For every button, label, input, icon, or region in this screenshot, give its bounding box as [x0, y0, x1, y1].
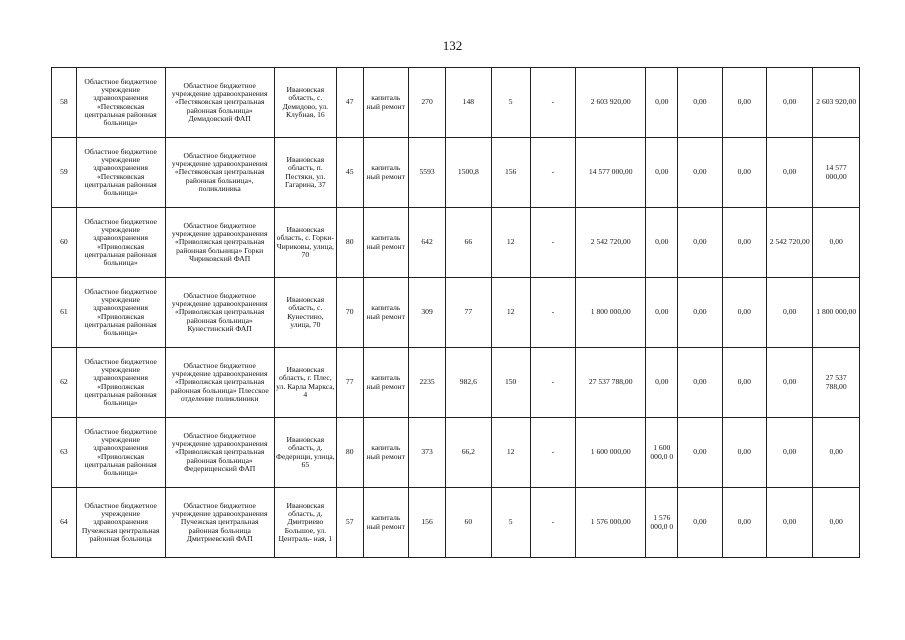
facility-cell: Областное бюджетное учреждение здравоохранения Пучежская центральная районная больница Дмитриевский ФАП [165, 488, 274, 558]
row-number-cell: 59 [52, 138, 77, 208]
col7-cell: 5593 [409, 138, 446, 208]
work-type-cell: капиталь ный ремонт [363, 418, 408, 488]
col8-cell: 66 [446, 208, 491, 278]
col9-cell: 150 [491, 348, 530, 418]
col9-cell: 156 [491, 138, 530, 208]
col12-cell: 1 576 000,0 0 [646, 488, 678, 558]
col10-cell: - [530, 278, 575, 348]
col14-cell: 0,00 [722, 208, 766, 278]
row-number-cell: 61 [52, 278, 77, 348]
address-cell: Ивановская область, д. Федерищи, улица, 65 [274, 418, 336, 488]
total-cost-cell: 2 542 720,00 [576, 208, 646, 278]
col12-cell: 0,00 [646, 208, 678, 278]
col8-cell: 77 [446, 278, 491, 348]
col8-cell: 1500,8 [446, 138, 491, 208]
row-number-cell: 63 [52, 418, 77, 488]
address-cell: Ивановская область, с. Горки-Чириковы, улица, 70 [274, 208, 336, 278]
col15-cell: 2 542 720,00 [766, 208, 812, 278]
work-type-cell: капиталь ный ремонт [363, 278, 408, 348]
col7-cell: 642 [409, 208, 446, 278]
col12-cell: 0,00 [646, 138, 678, 208]
customer-cell: Областное бюджетное учреждение здравоохранения «Приволжская центральная районная больница» [76, 278, 165, 348]
row-number-cell: 60 [52, 208, 77, 278]
col15-cell: 0,00 [766, 68, 812, 138]
col12-cell: 0,00 [646, 278, 678, 348]
col5-cell: 45 [336, 138, 363, 208]
col5-cell: 77 [336, 348, 363, 418]
col15-cell: 0,00 [766, 418, 812, 488]
col13-cell: 0,00 [678, 418, 722, 488]
row-number-cell: 58 [52, 68, 77, 138]
total-cost-cell: 1 576 000,00 [576, 488, 646, 558]
customer-cell: Областное бюджетное учреждение здравоохранения «Приволжская центральная районная больница» [76, 348, 165, 418]
total-cost-cell: 2 603 920,00 [576, 68, 646, 138]
col8-cell: 982,6 [446, 348, 491, 418]
address-cell: Ивановская область, д. Дмитриево Большое, ул. Централь- ная, 1 [274, 488, 336, 558]
col7-cell: 270 [409, 68, 446, 138]
customer-cell: Областное бюджетное учреждение здравоохранения «Пестяковская центральная районная больница» [76, 68, 165, 138]
col9-cell: 12 [491, 208, 530, 278]
col5-cell: 47 [336, 68, 363, 138]
col14-cell: 0,00 [722, 348, 766, 418]
col10-cell: - [530, 488, 575, 558]
col13-cell: 0,00 [678, 488, 722, 558]
col8-cell: 60 [446, 488, 491, 558]
total-cost-cell: 27 537 788,00 [576, 348, 646, 418]
col5-cell: 80 [336, 208, 363, 278]
col5-cell: 57 [336, 488, 363, 558]
col13-cell: 0,00 [678, 138, 722, 208]
col7-cell: 373 [409, 418, 446, 488]
col16-cell: 2 603 920,00 [813, 68, 860, 138]
col16-cell: 27 537 788,00 [813, 348, 860, 418]
total-cost-cell: 1 600 000,00 [576, 418, 646, 488]
facility-cell: Областное бюджетное учреждение здравоохранения «Приволжская центральная районная больница» Плесское отделение поликлиники [165, 348, 274, 418]
col14-cell: 0,00 [722, 138, 766, 208]
col12-cell: 0,00 [646, 68, 678, 138]
col12-cell: 0,00 [646, 348, 678, 418]
col16-cell: 0,00 [813, 488, 860, 558]
col13-cell: 0,00 [678, 68, 722, 138]
work-type-cell: капиталь ный ремонт [363, 208, 408, 278]
col10-cell: - [530, 348, 575, 418]
col14-cell: 0,00 [722, 68, 766, 138]
row-number-cell: 62 [52, 348, 77, 418]
facility-cell: Областное бюджетное учреждение здравоохранения «Пестяковская центральная районная больница», поликлиника [165, 138, 274, 208]
col7-cell: 309 [409, 278, 446, 348]
col15-cell: 0,00 [766, 278, 812, 348]
col16-cell: 0,00 [813, 208, 860, 278]
col10-cell: - [530, 138, 575, 208]
facility-cell: Областное бюджетное учреждение здравоохранения «Приволжская центральная районная больница» Федерищенский ФАП [165, 418, 274, 488]
col9-cell: 12 [491, 418, 530, 488]
col16-cell: 14 577 000,00 [813, 138, 860, 208]
col15-cell: 0,00 [766, 138, 812, 208]
work-type-cell: капиталь ный ремонт [363, 348, 408, 418]
col13-cell: 0,00 [678, 348, 722, 418]
total-cost-cell: 1 800 000,00 [576, 278, 646, 348]
col7-cell: 2235 [409, 348, 446, 418]
row-number-cell: 64 [52, 488, 77, 558]
work-type-cell: капиталь ный ремонт [363, 488, 408, 558]
col14-cell: 0,00 [722, 418, 766, 488]
facility-cell: Областное бюджетное учреждение здравоохранения «Приволжская центральная районная больница» Кунестинский ФАП [165, 278, 274, 348]
customer-cell: Областное бюджетное учреждение здравоохранения Пучежская центральная районная больница [76, 488, 165, 558]
col10-cell: - [530, 418, 575, 488]
table-body [52, 68, 860, 558]
table-row [52, 348, 860, 418]
col15-cell: 0,00 [766, 348, 812, 418]
col12-cell: 1 600 000,0 0 [646, 418, 678, 488]
work-type-cell: капиталь ный ремонт [363, 138, 408, 208]
col5-cell: 70 [336, 278, 363, 348]
col10-cell: - [530, 208, 575, 278]
col7-cell: 156 [409, 488, 446, 558]
table-row [52, 208, 860, 278]
total-cost-cell: 14 577 000,00 [576, 138, 646, 208]
col8-cell: 66,2 [446, 418, 491, 488]
col13-cell: 0,00 [678, 208, 722, 278]
table-row [52, 278, 860, 348]
col16-cell: 1 800 000,00 [813, 278, 860, 348]
col13-cell: 0,00 [678, 278, 722, 348]
col14-cell: 0,00 [722, 488, 766, 558]
col9-cell: 5 [491, 488, 530, 558]
col9-cell: 5 [491, 68, 530, 138]
table-row [52, 138, 860, 208]
facility-cell: Областное бюджетное учреждение здравоохранения «Приволжская центральная районная больница» Горки Чириковский ФАП [165, 208, 274, 278]
col10-cell: - [530, 68, 575, 138]
facility-cell: Областное бюджетное учреждение здравоохранения «Пестяковская центральная районная больница» Демидовский ФАП [165, 68, 274, 138]
col15-cell: 0,00 [766, 488, 812, 558]
table-row [52, 418, 860, 488]
customer-cell: Областное бюджетное учреждение здравоохранения «Пестяковская центральная районная больница» [76, 138, 165, 208]
address-cell: Ивановская область, п. Пестяки, ул. Гагарина, 37 [274, 138, 336, 208]
address-cell: Ивановская область, с. Демидово, ул. Клубная, 16 [274, 68, 336, 138]
customer-cell: Областное бюджетное учреждение здравоохранения «Приволжская центральная районная больница» [76, 208, 165, 278]
repair-program-table [51, 67, 860, 558]
table-row [52, 488, 860, 558]
address-cell: Ивановская область, с. Кунестино, улица, 70 [274, 278, 336, 348]
page-number: 132 [442, 38, 463, 53]
col14-cell: 0,00 [722, 278, 766, 348]
col16-cell: 0,00 [813, 418, 860, 488]
customer-cell: Областное бюджетное учреждение здравоохранения «Приволжская центральная районная больница» [76, 418, 165, 488]
col8-cell: 148 [446, 68, 491, 138]
col9-cell: 12 [491, 278, 530, 348]
work-type-cell: капиталь ный ремонт [363, 68, 408, 138]
address-cell: Ивановская область, г. Плес, ул. Карла Маркса, 4 [274, 348, 336, 418]
table-row [52, 68, 860, 138]
col5-cell: 80 [336, 418, 363, 488]
